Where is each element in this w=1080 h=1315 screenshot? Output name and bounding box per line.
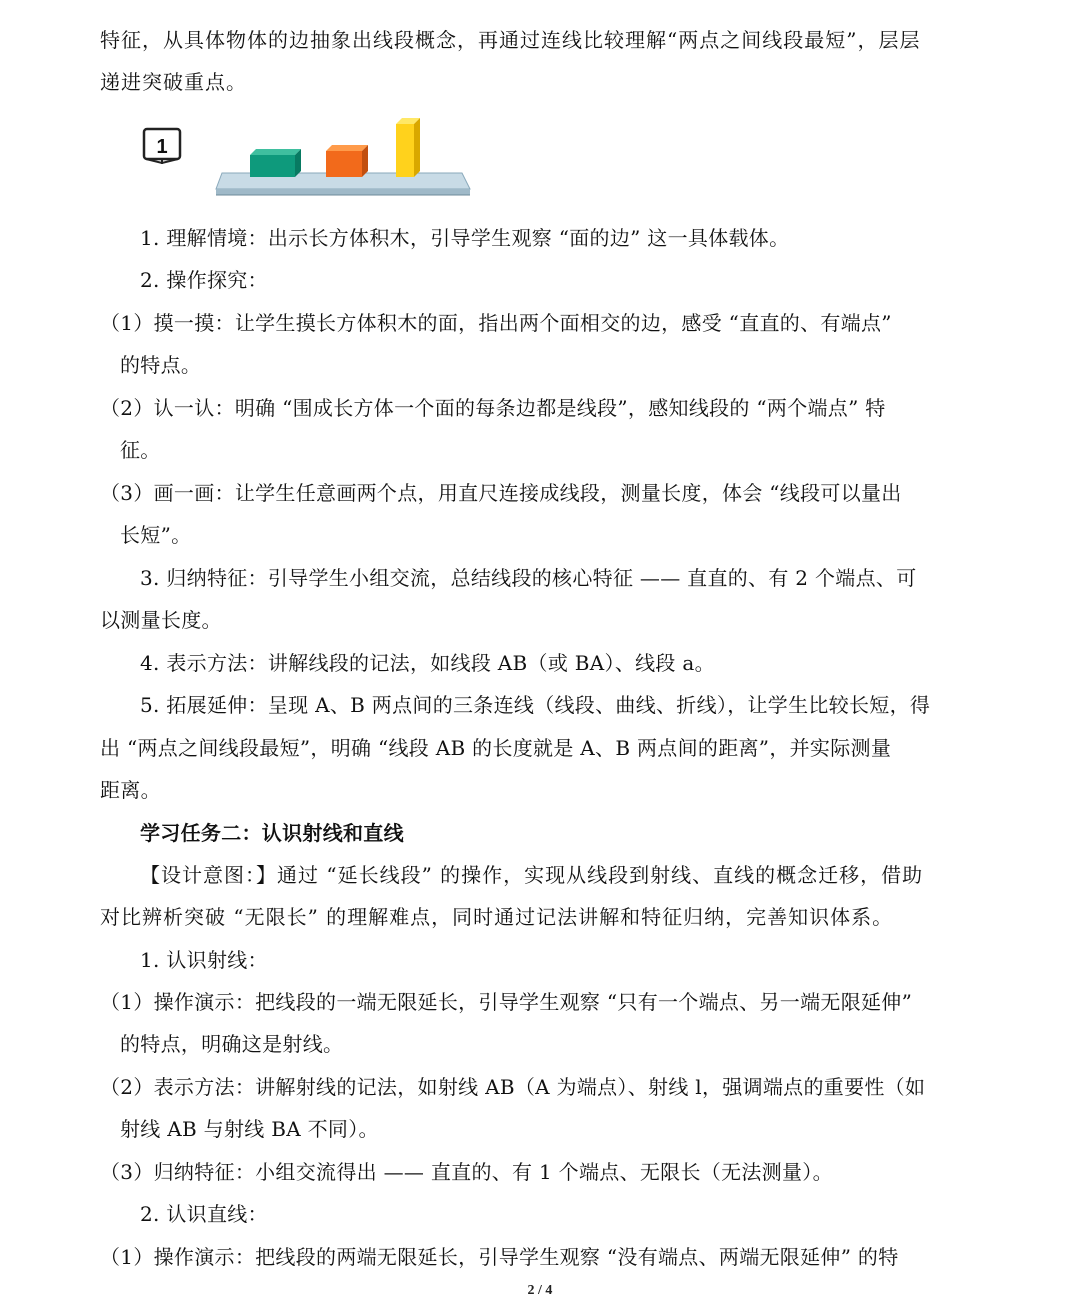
task1-item-3-line1: 3. 归纳特征：引导学生小组交流，总结线段的核心特征 —— 直直的、有 2 个端点、可 — [140, 566, 917, 590]
book-number-icon — [144, 129, 180, 164]
ray-sub2-line1: （2）表示方法：讲解射线的记法，如射线 AB（A 为端点）、射线 l，强调端点的重要性（如 — [100, 1075, 926, 1099]
task2-design-line2: 对比辨析突破 “无限长” 的理解难点，同时通过记法讲解和特征归纳，完善知识体系。 — [100, 905, 894, 929]
task1-sub1-line2: 的特点。 — [120, 353, 202, 377]
green-block — [250, 149, 301, 177]
task1-sub3-line1: （3）画一画：让学生任意画两个点，用直尺连接成线段，测量长度，体会 “线段可以量出 — [100, 481, 902, 505]
blocks-illustration — [140, 115, 480, 205]
page-number: 2 / 4 — [527, 1283, 553, 1298]
ray-sub1-line2: 的特点，明确这是射线。 — [120, 1032, 344, 1056]
blocks-figure-svg — [140, 115, 480, 205]
task1-item-2: 2. 操作探究： — [140, 268, 268, 292]
book-number-text: 1 — [156, 136, 168, 158]
ray-sub3: （3）归纳特征：小组交流得出 —— 直直的、有 1 个端点、无限长（无法测量）。 — [100, 1160, 833, 1184]
ray-sub2-line2: 射线 AB 与射线 BA 不同）。 — [120, 1117, 379, 1141]
ray-title: 1. 认识射线： — [140, 948, 268, 972]
intro-line-1: 特征，从具体物体的边抽象出线段概念，再通过连线比较理解“两点之间线段最短”，层层 — [100, 28, 921, 52]
ray-sub1-line1: （1）操作演示：把线段的一端无限延长，引导学生观察 “只有一个端点、另一端无限延伸” — [100, 990, 913, 1014]
task1-sub2-line2: 征。 — [120, 438, 161, 462]
task1-item-5-line3: 距离。 — [100, 778, 161, 802]
task1-item-3-line2: 以测量长度。 — [100, 608, 222, 632]
yellow-block — [396, 118, 420, 177]
task1-sub3-line2: 长短”。 — [120, 523, 192, 547]
straight-line-title: 2. 认识直线： — [140, 1202, 268, 1226]
task2-design-line1: 【设计意图：】通过 “延长线段” 的操作，实现从线段到射线、直线的概念迁移，借助 — [140, 863, 924, 887]
task1-item-5-line2: 出 “两点之间线段最短”，明确 “线段 AB 的长度就是 A、B 两点间的距离”，并实际测量 — [100, 736, 892, 760]
intro-line-2: 递进突破重点。 — [100, 70, 247, 94]
task2-heading: 学习任务二：认识射线和直线 — [140, 821, 404, 845]
task1-item-1: 1. 理解情境：出示长方体积木，引导学生观察 “面的边” 这一具体载体。 — [140, 226, 790, 250]
task1-item-4: 4. 表示方法：讲解线段的记法，如线段 AB（或 BA）、线段 a。 — [140, 651, 715, 675]
task1-sub2-line1: （2）认一认：明确 “围成长方体一个面的每条边都是线段”，感知线段的 “两个端点” 特 — [100, 396, 886, 420]
task1-sub1-line1: （1）摸一摸：让学生摸长方体积木的面，指出两个面相交的边，感受 “直直的、有端点” — [100, 311, 892, 335]
straight-line-sub1-line1: （1）操作演示：把线段的两端无限延长，引导学生观察 “没有端点、两端无限延伸” 的特 — [100, 1245, 899, 1269]
orange-block — [326, 145, 368, 177]
task1-item-5-line1: 5. 拓展延伸：呈现 A、B 两点间的三条连线（线段、曲线、折线），让学生比较长短，得 — [140, 693, 931, 717]
